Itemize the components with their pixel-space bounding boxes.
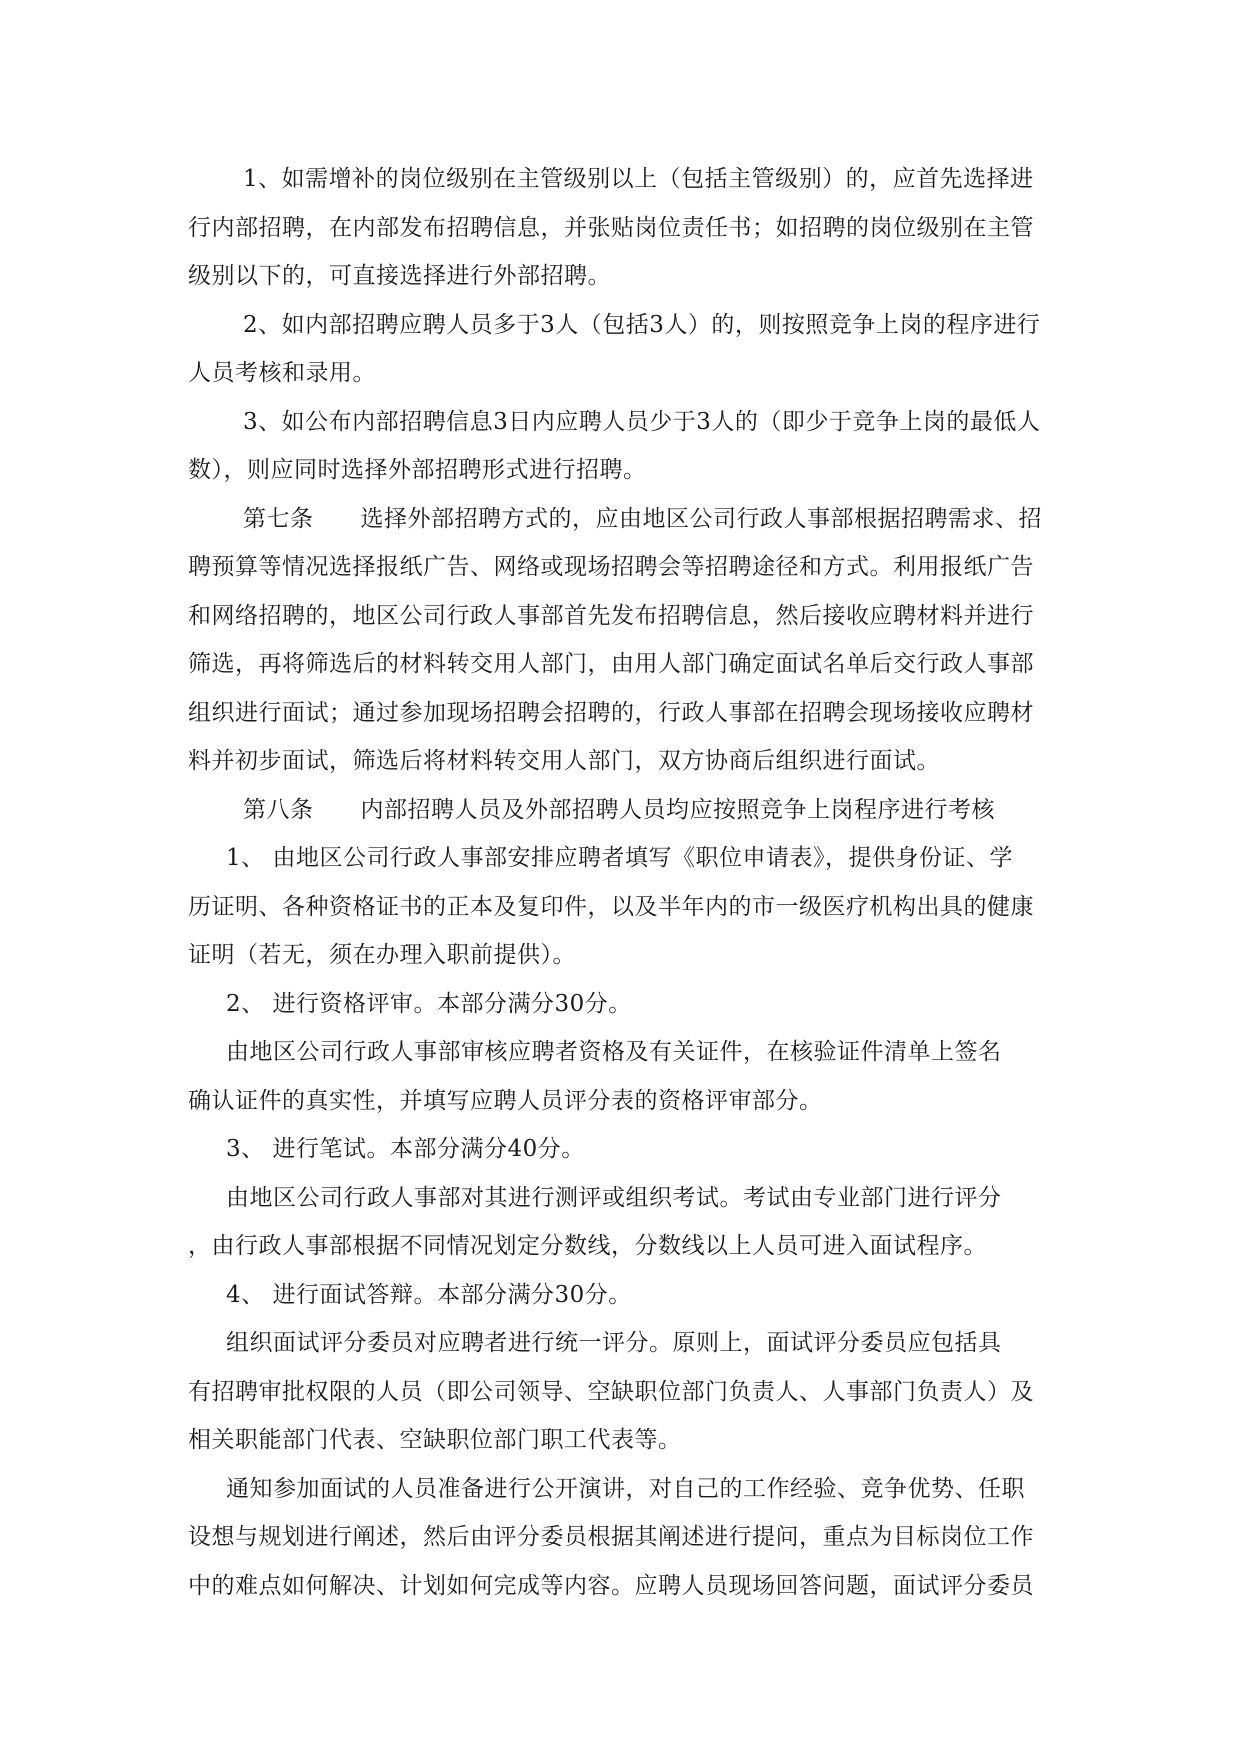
text-line: 1、如需增补的岗位级别在主管级别以上（包括主管级别）的，应首先选择进 xyxy=(243,166,1034,192)
article-heading-line: 第七条 选择外部招聘方式的，应由地区公司行政人事部根据招聘需求、招 xyxy=(243,505,1042,532)
text-line: 由地区公司行政人事部审核应聘者资格及有关证件，在核验证件清单上签名 xyxy=(226,1039,1002,1065)
text-line: 历证明、各种资格证书的正本及复印件，以及半年内的市一级医疗机构出具的健康 xyxy=(188,893,1034,920)
text-line: 设想与规划进行阐述，然后由评分委员根据其阐述进行提问，重点为目标岗位工作 xyxy=(188,1524,1034,1550)
text-line: 3、 进行笔试。本部分满分40分。 xyxy=(226,1136,585,1162)
text-line: 2、 进行资格评审。本部分满分30分。 xyxy=(226,990,632,1017)
text-line: 数），则应同时选择外部招聘形式进行招聘。 xyxy=(188,457,647,483)
text-line: 有招聘审批权限的人员（即公司领导、空缺职位部门负责人、人事部门负责人）及 xyxy=(188,1378,1034,1405)
text-line: 级别以下的，可直接选择进行外部招聘。 xyxy=(188,263,611,289)
document-body xyxy=(188,155,1088,1610)
text-line: 行内部招聘，在内部发布招聘信息，并张贴岗位责任书；如招聘的岗位级别在主管 xyxy=(188,214,1034,241)
text-line: 料并初步面试，筛选后将材料转交用人部门，双方协商后组织进行面试。 xyxy=(188,748,940,774)
text-line: 1、 由地区公司行政人事部安排应聘者填写《职位申请表》，提供身份证、学 xyxy=(226,845,1013,871)
text-line: 相关职能部门代表、空缺职位部门职工代表等。 xyxy=(188,1427,682,1453)
text-line: 和网络招聘的，地区公司行政人事部首先发布招聘信息，然后接收应聘材料并进行 xyxy=(188,602,1034,629)
text-line: 通知参加面试的人员准备进行公开演讲，对自己的工作经验、竞争优势、任职 xyxy=(226,1475,1025,1502)
text-line: 中的难点如何解决、计划如何完成等内容。应聘人员现场回答问题，面试评分委员 xyxy=(188,1572,1034,1599)
article-heading-line: 第八条 内部招聘人员及外部招聘人员均应按照竞争上岗程序进行考核 xyxy=(243,796,995,823)
text-line: 确认证件的真实性，并填写应聘人员评分表的资格评审部分。 xyxy=(188,1087,823,1114)
text-line: 由地区公司行政人事部对其进行测评或组织考试。考试由专业部门进行评分 xyxy=(226,1184,1002,1211)
text-line: 2、如内部招聘应聘人员多于3人（包括3人）的，则按照竞争上岗的程序进行 xyxy=(243,311,1041,338)
text-line: ，由行政人事部根据不同情况划定分数线，分数线以上人员可进入面试程序。 xyxy=(188,1233,987,1259)
text-line: 聘预算等情况选择报纸广告、网络或现场招聘会等招聘途径和方式。利用报纸广告 xyxy=(188,554,1034,580)
text-line: 4、 进行面试答辩。本部分满分30分。 xyxy=(226,1281,632,1308)
text-line: 组织面试评分委员对应聘者进行统一评分。原则上，面试评分委员应包括具 xyxy=(226,1330,1002,1356)
text-line: 3、如公布内部招聘信息3日内应聘人员少于3人的（即少于竞争上岗的最低人 xyxy=(243,408,1041,435)
text-line: 筛选，再将筛选后的材料转交用人部门，由用人部门确定面试名单后交行政人事部 xyxy=(188,651,1034,677)
text-line: 组织进行面试；通过参加现场招聘会招聘的，行政人事部在招聘会现场接收应聘材 xyxy=(188,699,1034,726)
text-line: 证明（若无，须在办理入职前提供）。 xyxy=(188,942,576,968)
text-line: 人员考核和录用。 xyxy=(188,360,376,386)
